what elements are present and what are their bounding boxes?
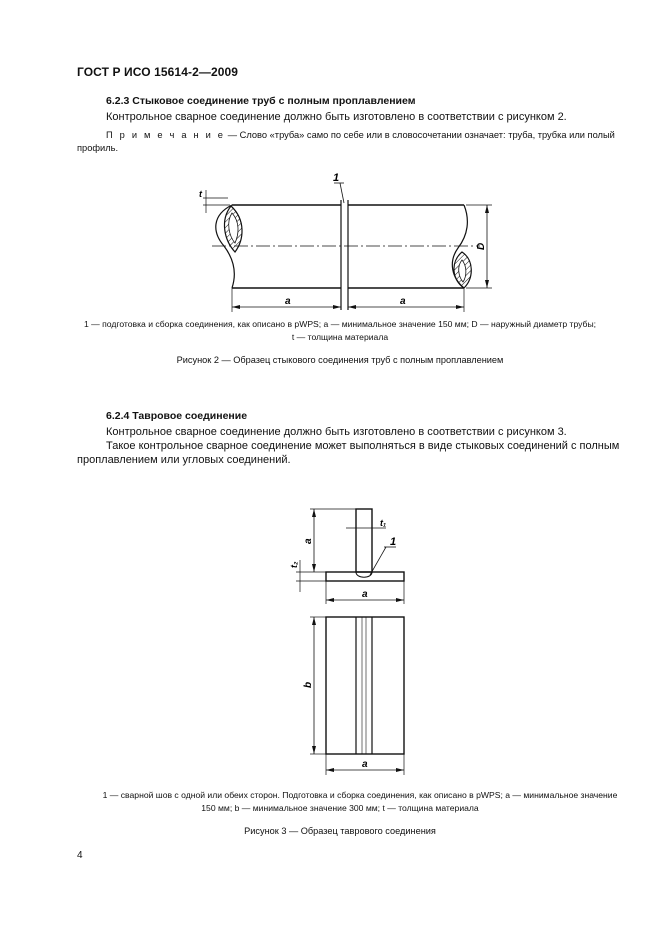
figure-3-legend-line-2: 150 мм; b — минимальное значение 300 мм; t — толщина материала xyxy=(201,803,479,813)
t1-label: t₁ xyxy=(380,518,387,528)
note-line-2: профиль. xyxy=(77,143,119,153)
page-number: 4 xyxy=(77,850,83,861)
a-left-label: a xyxy=(285,296,291,307)
plan-view-plate xyxy=(326,617,404,754)
web-plate xyxy=(356,509,372,572)
callout-1-label: 1 xyxy=(333,172,340,184)
a-vert-arrow-top xyxy=(312,509,316,517)
callout-1-label: 1 xyxy=(390,536,397,548)
figure-2-pipe-butt-joint xyxy=(190,168,500,318)
section-6-2-4-paragraph-1: Контрольное сварное соединение должно быть изготовлено в соответствии с рисунком 3. xyxy=(106,426,567,438)
note-text: — Слово «труба» само по себе или в словосочетании означает: труба, трубка или полый xyxy=(225,130,615,140)
note-line-1 xyxy=(106,129,615,143)
a-right-label: a xyxy=(400,296,406,307)
right-pipe-outline xyxy=(348,205,464,288)
figure-3-caption: Рисунок 3 — Образец таврового соединения xyxy=(244,826,436,836)
section-6-2-4-heading: 6.2.4 Тавровое соединение xyxy=(106,410,248,422)
b-arrow-bottom xyxy=(312,746,316,754)
a-top-arrow-right xyxy=(396,598,404,602)
figure-2-legend-line-2: t — толщина материала xyxy=(291,332,389,342)
t2-label: t₂ xyxy=(289,561,299,568)
a-top-arrow-left xyxy=(326,598,334,602)
figure-3-tee-joint xyxy=(280,496,420,781)
a-top-label: a xyxy=(362,589,368,600)
weld-bead xyxy=(356,572,372,577)
a-left-arrow-1 xyxy=(232,305,240,309)
a-right-arrow-1 xyxy=(348,305,356,309)
section-6-2-3-paragraph: Контрольное сварное соединение должно быть изготовлено в соответствии с рисунком 2. xyxy=(106,111,567,123)
d-label: D xyxy=(476,242,487,250)
flange-plate xyxy=(326,572,404,581)
a-bottom-arrow-right xyxy=(396,768,404,772)
b-arrow-top xyxy=(312,617,316,625)
standard-header: ГОСТ Р ИСО 15614-2—2009 xyxy=(77,65,239,79)
a-bottom-arrow-left xyxy=(326,768,334,772)
figure-2-legend-line-1: 1 — подготовка и сборка соединения, как описано в pWPS; a — минимальное значение 150 мм; D — наружный диаметр трубы; xyxy=(83,319,597,329)
b-label: b xyxy=(303,681,314,688)
t-label: t xyxy=(199,189,202,199)
a-left-arrow-2 xyxy=(333,305,341,309)
a-vert-label: a xyxy=(303,538,314,544)
figure-3-legend-line-1: 1 — сварной шов с одной или обеих сторон. Подготовка и сборка соединения, как описано в pWPS; a — минимальное значение xyxy=(102,790,618,800)
section-6-2-4-paragraph-2-line-1: Такое контрольное сварное соединение может выполняться в виде стыковых соединений с полным xyxy=(106,440,620,452)
a-right-arrow-2 xyxy=(456,305,464,309)
section-6-2-3-heading: 6.2.3 Стыковое соединение труб с полным проплавлением xyxy=(106,95,416,107)
d-arrow-bottom xyxy=(485,280,489,288)
figure-2-caption: Рисунок 2 — Образец стыкового соединения труб с полным проплавлением xyxy=(176,355,504,365)
section-6-2-4-paragraph-2-line-2: проплавлением или угловых соединений. xyxy=(77,454,291,466)
d-arrow-top xyxy=(485,205,489,213)
note-label: П р и м е ч а н и е xyxy=(106,130,226,140)
a-vert-arrow-bottom xyxy=(312,564,316,572)
left-pipe-outline xyxy=(232,205,341,288)
a-bottom-label: a xyxy=(362,759,368,770)
